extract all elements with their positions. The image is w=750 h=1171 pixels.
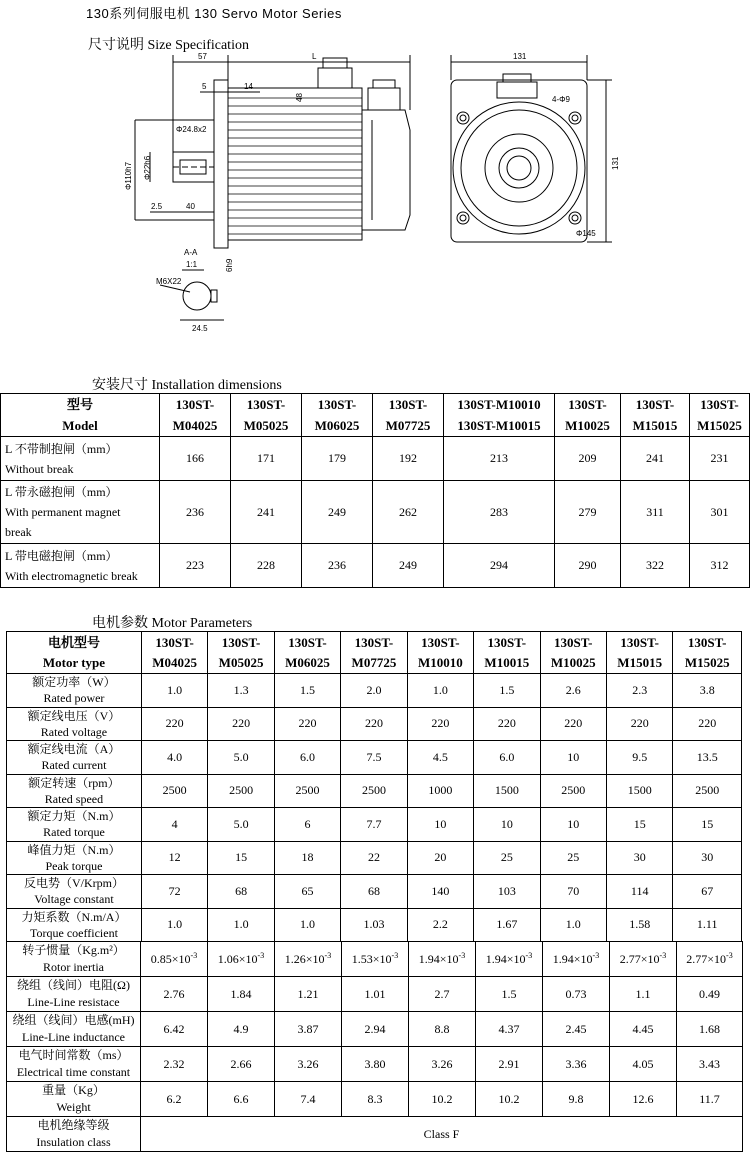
table-cell: 2500 [274, 774, 340, 808]
table-cell: 220 [673, 707, 742, 741]
table-cell: 1.01 [342, 977, 409, 1012]
table-cell: 2.0 [341, 674, 407, 708]
table-cell: 1.5 [474, 674, 540, 708]
table-cell: 220 [540, 707, 606, 741]
table-cell: 6 [274, 808, 340, 842]
model-label-cn: 型号 [66, 397, 93, 412]
table-cell: 6.6 [208, 1082, 275, 1117]
page-title: 130系列伺服电机 130 Servo Motor Series [86, 6, 342, 21]
table-cell: 220 [606, 707, 672, 741]
installation-header-row: 型号 Model 130ST- M04025 130ST- M05025 130ST- M06025 130ST- M07725 130ST-M10010 130ST-M10015 130ST- M10025 130ST- M15015 130ST- M15025 [1, 394, 750, 437]
installation-heading: 安装尺寸 Installation dimensions [92, 378, 282, 393]
model-label-en: Model [62, 418, 98, 433]
table-cell: 1.03 [341, 908, 407, 942]
key-label: 6h9 [225, 258, 234, 272]
table-cell: 0.73 [543, 977, 610, 1012]
table-cell: 6.0 [474, 741, 540, 775]
dim-L: L [312, 52, 317, 61]
table-cell: 20 [407, 841, 473, 875]
table-cell: 68 [341, 875, 407, 909]
table-cell: 6.42 [141, 1012, 208, 1047]
table-cell: 67 [673, 875, 742, 909]
table-cell: 3.87 [275, 1012, 342, 1047]
table-cell: 2500 [208, 774, 274, 808]
motor-drawing [0, 40, 750, 380]
dim-57: 57 [198, 52, 207, 61]
table-cell: 7.4 [275, 1082, 342, 1117]
table-cell: 7.7 [341, 808, 407, 842]
table-cell: 5.0 [208, 741, 274, 775]
motor-header-row: 电机型号 Motor type 130ST- M04025 130ST- M05025 130ST- M06025 130ST- M07725 130ST- M10010 130ST- M10015 130ST- M10025 130ST- M15015 130ST- M15025 [7, 632, 742, 674]
dim-40: 40 [186, 202, 195, 211]
table-cell: 1.0 [274, 908, 340, 942]
row-label: 电气时间常数（ms） Electrical time constant [7, 1047, 141, 1082]
table-cell: $2.77\times 10^{-3}$ [677, 942, 743, 977]
table-row [7, 1012, 743, 1047]
table-cell: 4.45 [610, 1012, 677, 1047]
table-cell: 220 [141, 707, 207, 741]
row-label: 绕组（线间）电感(mH) Line-Line inductance [7, 1012, 141, 1047]
table-cell: 1500 [606, 774, 672, 808]
table-cell: 3.8 [673, 674, 742, 708]
table-row: L 带永磁抱闸（mm） With permanent magnet break 236 241 249 262 283 279 311 301 [1, 481, 750, 544]
table-cell: 22 [341, 841, 407, 875]
table-cell: 15 [673, 808, 742, 842]
table-cell: 13.5 [673, 741, 742, 775]
table-cell: 1.5 [274, 674, 340, 708]
table-cell: 3.43 [677, 1047, 743, 1082]
table-cell: 1.5 [476, 977, 543, 1012]
table-cell: 10.2 [409, 1082, 476, 1117]
table-cell: 2.3 [606, 674, 672, 708]
table-cell: 7.5 [341, 741, 407, 775]
table-cell: 2.7 [409, 977, 476, 1012]
table-cell: 25 [540, 841, 606, 875]
table-cell: 8.3 [342, 1082, 409, 1117]
motor-type-label-en: Motor type [42, 654, 106, 670]
table-cell: 6.2 [141, 1082, 208, 1117]
dim-5: 5 [202, 82, 207, 91]
row-label: 力矩系数（N.m/A） Torque coefficient [7, 908, 142, 942]
table-cell: 1.0 [141, 674, 207, 708]
table-cell: 114 [606, 875, 672, 909]
table-cell: 2.45 [543, 1012, 610, 1047]
table-cell: 10.2 [476, 1082, 543, 1117]
table-cell: $1.53\times 10^{-3}$ [342, 942, 409, 977]
table-cell: 3.26 [275, 1047, 342, 1082]
dim-24-5: 24.5 [192, 324, 208, 333]
dim-14: 14 [244, 82, 253, 91]
table-cell: 1.68 [677, 1012, 743, 1047]
insulation-value: Class F [141, 1117, 743, 1152]
table-cell: 1.3 [208, 674, 274, 708]
table-cell: 11.7 [677, 1082, 743, 1117]
row-label: 重量（Kg） Weight [7, 1082, 141, 1117]
table-cell: 10 [540, 808, 606, 842]
table-cell: $1.94\times 10^{-3}$ [409, 942, 476, 977]
table-cell: 220 [474, 707, 540, 741]
side-rear-cover [362, 110, 410, 230]
row-label: 额定力矩（N.m） Rated torque [7, 808, 142, 842]
table-cell: 4 [141, 808, 207, 842]
insulation-row: 电机绝缘等级 Insulation class Class F [7, 1117, 743, 1152]
row-label: 额定线电压（V） Rated voltage [7, 707, 142, 741]
table-cell: 9.5 [606, 741, 672, 775]
side-body [228, 88, 362, 240]
table-cell: $1.94\times 10^{-3}$ [543, 942, 610, 977]
table-cell: 1.84 [208, 977, 275, 1012]
table-cell: 1.58 [606, 908, 672, 942]
table-cell: 2500 [540, 774, 606, 808]
table-cell: 4.37 [476, 1012, 543, 1047]
table-cell: 2.6 [540, 674, 606, 708]
table-cell: 65 [274, 875, 340, 909]
table-row [7, 741, 742, 775]
table-cell: 5.0 [208, 808, 274, 842]
table-cell: 1500 [474, 774, 540, 808]
dim-131-side: 131 [611, 156, 620, 170]
table-cell: 15 [208, 841, 274, 875]
size-spec-heading: 尺寸说明 Size Specification [88, 38, 249, 53]
table-cell: 1.0 [540, 908, 606, 942]
table-cell: 1.11 [673, 908, 742, 942]
table-cell: 4.9 [208, 1012, 275, 1047]
table-cell: 2.94 [342, 1012, 409, 1047]
table-cell: $0.85\times 10^{-3}$ [141, 942, 208, 977]
table-row [7, 674, 742, 708]
table-cell: 103 [474, 875, 540, 909]
table-row [7, 977, 743, 1012]
dim-48: 48 [295, 93, 304, 102]
row-label: 额定转速（rpm） Rated speed [7, 774, 142, 808]
dim-shaft: Φ24.8x2 [176, 125, 207, 134]
motor-parameters-table [6, 631, 742, 942]
section-label: A-A [184, 248, 198, 257]
motor-parameters-table-2 [6, 941, 743, 1152]
table-cell: 4.0 [141, 741, 207, 775]
row-label: 额定功率（W） Rated power [7, 674, 142, 708]
table-row [7, 841, 742, 875]
table-cell: 3.80 [342, 1047, 409, 1082]
table-cell: 1.67 [474, 908, 540, 942]
table-cell: 8.8 [409, 1012, 476, 1047]
side-flange [214, 80, 228, 248]
table-cell: 9.8 [543, 1082, 610, 1117]
table-row [7, 1047, 743, 1082]
table-row [7, 908, 742, 942]
row-label: 峰值力矩（N.m） Peak torque [7, 841, 142, 875]
row-label: 反电势（V/Krpm） Voltage constant [7, 875, 142, 909]
table-cell: 220 [341, 707, 407, 741]
table-cell: 4.05 [610, 1047, 677, 1082]
table-cell: 1.0 [141, 908, 207, 942]
table-cell: 0.49 [677, 977, 743, 1012]
table-cell: 12.6 [610, 1082, 677, 1117]
dim-145: Φ145 [576, 229, 596, 238]
table-cell: 10 [474, 808, 540, 842]
table-cell: 140 [407, 875, 473, 909]
table-row [7, 808, 742, 842]
table-cell: 15 [606, 808, 672, 842]
dim-4-holes: 4-Φ9 [552, 95, 570, 104]
table-cell: 68 [208, 875, 274, 909]
row-label: 绕组（线间）电阻(Ω) Line-Line resistace [7, 977, 141, 1012]
dim-shaft-dia: Φ22h6 [143, 155, 152, 180]
table-cell: 30 [673, 841, 742, 875]
table-cell: 2500 [141, 774, 207, 808]
installation-table [0, 393, 750, 588]
table-row [7, 942, 743, 977]
table-cell: 220 [208, 707, 274, 741]
row-label: 转子惯量（Kg.m²） Rotor inertia [7, 942, 141, 977]
table-cell: 25 [474, 841, 540, 875]
table-cell: $1.26\times 10^{-3}$ [275, 942, 342, 977]
thread-label: M6X22 [156, 277, 182, 286]
table-cell: 12 [141, 841, 207, 875]
table-cell: 2.32 [141, 1047, 208, 1082]
row-label: 额定线电流（A） Rated current [7, 741, 142, 775]
table-cell: 30 [606, 841, 672, 875]
motor-type-label-cn: 电机型号 [47, 634, 100, 650]
table-cell: 2.91 [476, 1047, 543, 1082]
table-cell: 4.5 [407, 741, 473, 775]
table-row: L 带电磁抱闸（mm） With electromagnetic break 223 228 236 249 294 290 322 312 [1, 544, 750, 588]
table-cell: 72 [141, 875, 207, 909]
table-cell: 220 [407, 707, 473, 741]
table-cell: 2.66 [208, 1047, 275, 1082]
table-cell: 2.2 [407, 908, 473, 942]
table-row [7, 875, 742, 909]
table-cell: 1.21 [275, 977, 342, 1012]
table-row [7, 707, 742, 741]
table-cell: $1.06\times 10^{-3}$ [208, 942, 275, 977]
table-row [7, 1082, 743, 1117]
table-cell: 1.0 [208, 908, 274, 942]
table-row [7, 774, 742, 808]
table-cell: $1.94\times 10^{-3}$ [476, 942, 543, 977]
table-cell: 1000 [407, 774, 473, 808]
table-cell: $2.77\times 10^{-3}$ [610, 942, 677, 977]
table-cell: 10 [540, 741, 606, 775]
table-cell: 1.1 [610, 977, 677, 1012]
table-cell: 2.76 [141, 977, 208, 1012]
table-row: L 不带制抱闸（mm） Without break 166 171 179 192 213 209 241 231 [1, 437, 750, 481]
motor-heading: 电机参数 Motor Parameters [92, 616, 253, 631]
front-flange [451, 80, 587, 242]
section-scale: 1:1 [186, 260, 198, 269]
table-cell: 220 [274, 707, 340, 741]
dim-2-5: 2.5 [151, 202, 163, 211]
table-cell: 6.0 [274, 741, 340, 775]
table-cell: 2500 [673, 774, 742, 808]
dim-pilot: Φ110h7 [124, 161, 133, 190]
dim-131-top: 131 [513, 52, 527, 61]
table-cell: 2500 [341, 774, 407, 808]
table-cell: 70 [540, 875, 606, 909]
table-cell: 3.36 [543, 1047, 610, 1082]
table-cell: 1.0 [407, 674, 473, 708]
table-cell: 18 [274, 841, 340, 875]
table-cell: 10 [407, 808, 473, 842]
table-cell: 3.26 [409, 1047, 476, 1082]
